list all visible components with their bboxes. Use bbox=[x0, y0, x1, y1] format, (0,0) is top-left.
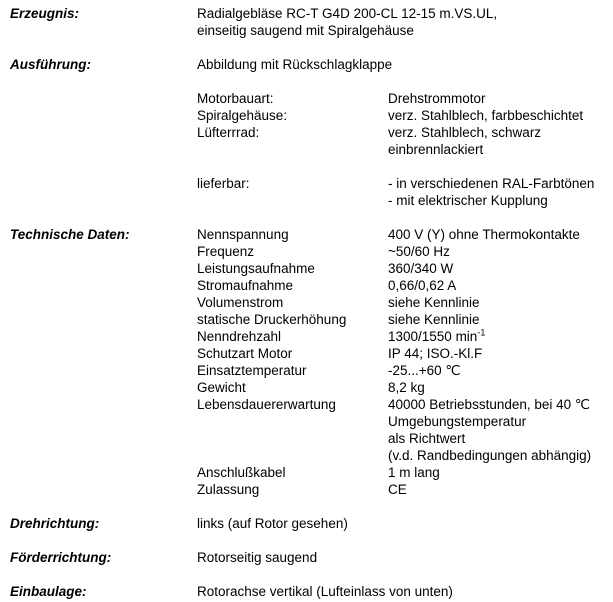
spec-key: Frequenz bbox=[197, 244, 255, 259]
spec-key: Motorbauart: bbox=[197, 91, 274, 106]
spec-key: Einsatztemperatur bbox=[197, 363, 307, 378]
section-ausfuehrung bbox=[10, 56, 613, 73]
foerderrichtung-value: Rotorseitig saugend bbox=[197, 550, 318, 565]
spec-value bbox=[388, 328, 613, 345]
spec-row-nennspannung bbox=[10, 226, 613, 243]
section-label-drehrichtung: Drehrichtung: bbox=[10, 516, 100, 531]
section-erzeugnis bbox=[10, 5, 613, 22]
section-foerderrichtung bbox=[10, 549, 613, 566]
spec-key: Nenndrehzahl bbox=[197, 329, 282, 344]
drehrichtung-value: links (auf Rotor gesehen) bbox=[197, 516, 348, 531]
spec-row-lebensdauer-cont bbox=[10, 447, 613, 464]
spec-key: Lüfterrrad: bbox=[197, 125, 260, 140]
spec-row-motorbauart bbox=[10, 90, 613, 107]
section-gap bbox=[10, 532, 613, 549]
spec-row-schutzart bbox=[10, 345, 613, 362]
section-gap bbox=[10, 498, 613, 515]
ausfuehrung-value: Abbildung mit Rückschlagklappe bbox=[197, 57, 393, 72]
section-gap bbox=[10, 209, 613, 226]
section-gap bbox=[10, 73, 613, 90]
spec-value: verz. Stahlblech, farbbeschichtet bbox=[388, 108, 584, 123]
spec-row-leistungsaufnahme bbox=[10, 260, 613, 277]
spec-value: 0,66/0,62 A bbox=[388, 278, 457, 293]
erzeugnis-line-2: einseitig saugend mit Spiralgehäuse bbox=[197, 23, 414, 38]
spec-key: Schutzart Motor bbox=[197, 346, 293, 361]
spec-value: 360/340 W bbox=[388, 261, 454, 276]
section-label-einbaulage: Einbaulage: bbox=[10, 584, 87, 599]
section-gap bbox=[10, 158, 613, 175]
spec-value: (v.d. Randbedingungen abhängig) bbox=[388, 448, 592, 463]
spec-key: Zulassung bbox=[197, 482, 260, 497]
spec-key: Nennspannung bbox=[197, 227, 289, 242]
spec-value: als Richtwert bbox=[388, 431, 466, 446]
spec-key: Volumenstrom bbox=[197, 295, 284, 310]
spec-value: Umgebungstemperatur bbox=[388, 414, 527, 429]
erzeugnis-line-1: Radialgebläse RC-T G4D 200-CL 12-15 m.VS.UL, bbox=[197, 6, 498, 21]
spec-value: verz. Stahlblech, schwarz bbox=[388, 125, 542, 140]
spec-row-lebensdauer bbox=[10, 396, 613, 413]
spec-key: Stromaufnahme bbox=[197, 278, 294, 293]
spec-row-lebensdauer-cont bbox=[10, 413, 613, 430]
spec-row-luefterrad bbox=[10, 124, 613, 141]
spec-value: Drehstrommotor bbox=[388, 91, 486, 106]
spec-row-lieferbar-cont bbox=[10, 192, 613, 209]
section-einbaulage bbox=[10, 583, 613, 600]
spec-value: einbrennlackiert bbox=[388, 142, 484, 157]
spec-key: statische Druckerhöhung bbox=[197, 312, 347, 327]
section-label-ausfuehrung: Ausführung: bbox=[10, 57, 91, 72]
spec-value: 400 V (Y) ohne Thermokontakte bbox=[388, 227, 580, 242]
section-label-foerderrichtung: Förderrichtung: bbox=[10, 550, 112, 565]
spec-row-volumenstrom bbox=[10, 294, 613, 311]
spec-key: Spiralgehäuse: bbox=[197, 108, 288, 123]
spec-key: Leistungsaufnahme bbox=[197, 261, 315, 276]
spec-value: siehe Kennlinie bbox=[388, 312, 480, 327]
spec-row-lieferbar bbox=[10, 175, 613, 192]
spec-value: siehe Kennlinie bbox=[388, 295, 480, 310]
section-gap bbox=[10, 39, 613, 56]
spec-value-base: 1300/1550 min bbox=[388, 329, 478, 344]
section-drehrichtung bbox=[10, 515, 613, 532]
spec-key: Gewicht bbox=[197, 380, 246, 395]
spec-row-einsatztemperatur bbox=[10, 362, 613, 379]
spec-row-lebensdauer-cont bbox=[10, 430, 613, 447]
spec-row-gewicht bbox=[10, 379, 613, 396]
spec-value: - in verschiedenen RAL-Farbtönen bbox=[388, 176, 595, 191]
spec-key: Lebensdauererwartung bbox=[197, 397, 336, 412]
spec-row-druckerhoehung bbox=[10, 311, 613, 328]
spec-value: -25...+60 ℃ bbox=[388, 363, 461, 378]
einbaulage-value: Rotorachse vertikal (Lufteinlass von unten) bbox=[197, 584, 453, 599]
spec-value-superscript: -1 bbox=[477, 327, 486, 338]
spec-key: Anschlußkabel bbox=[197, 465, 286, 480]
spec-value: 8,2 kg bbox=[388, 380, 425, 395]
spec-value: IP 44; ISO.-Kl.F bbox=[388, 346, 483, 361]
spec-row-anschlusskabel bbox=[10, 464, 613, 481]
section-erzeugnis-cont bbox=[10, 22, 613, 39]
spec-value: CE bbox=[388, 482, 407, 497]
section-label-erzeugnis: Erzeugnis: bbox=[10, 6, 80, 21]
spec-row-nenndrehzahl bbox=[10, 328, 613, 345]
spec-value: - mit elektrischer Kupplung bbox=[388, 193, 548, 208]
spec-row-zulassung bbox=[10, 481, 613, 498]
spec-row-spiralgehaeuse bbox=[10, 107, 613, 124]
section-label-technische-daten: Technische Daten: bbox=[10, 227, 130, 242]
section-gap bbox=[10, 566, 613, 583]
spec-row-stromaufnahme bbox=[10, 277, 613, 294]
spec-row-luefterrad-cont bbox=[10, 141, 613, 158]
spec-row-frequenz bbox=[10, 243, 613, 260]
spec-value: 1 m lang bbox=[388, 465, 440, 480]
spec-value: ~50/60 Hz bbox=[388, 244, 450, 259]
spec-value: 40000 Betriebsstunden, bei 40 ℃ bbox=[388, 397, 591, 412]
spec-key: lieferbar: bbox=[197, 176, 250, 191]
